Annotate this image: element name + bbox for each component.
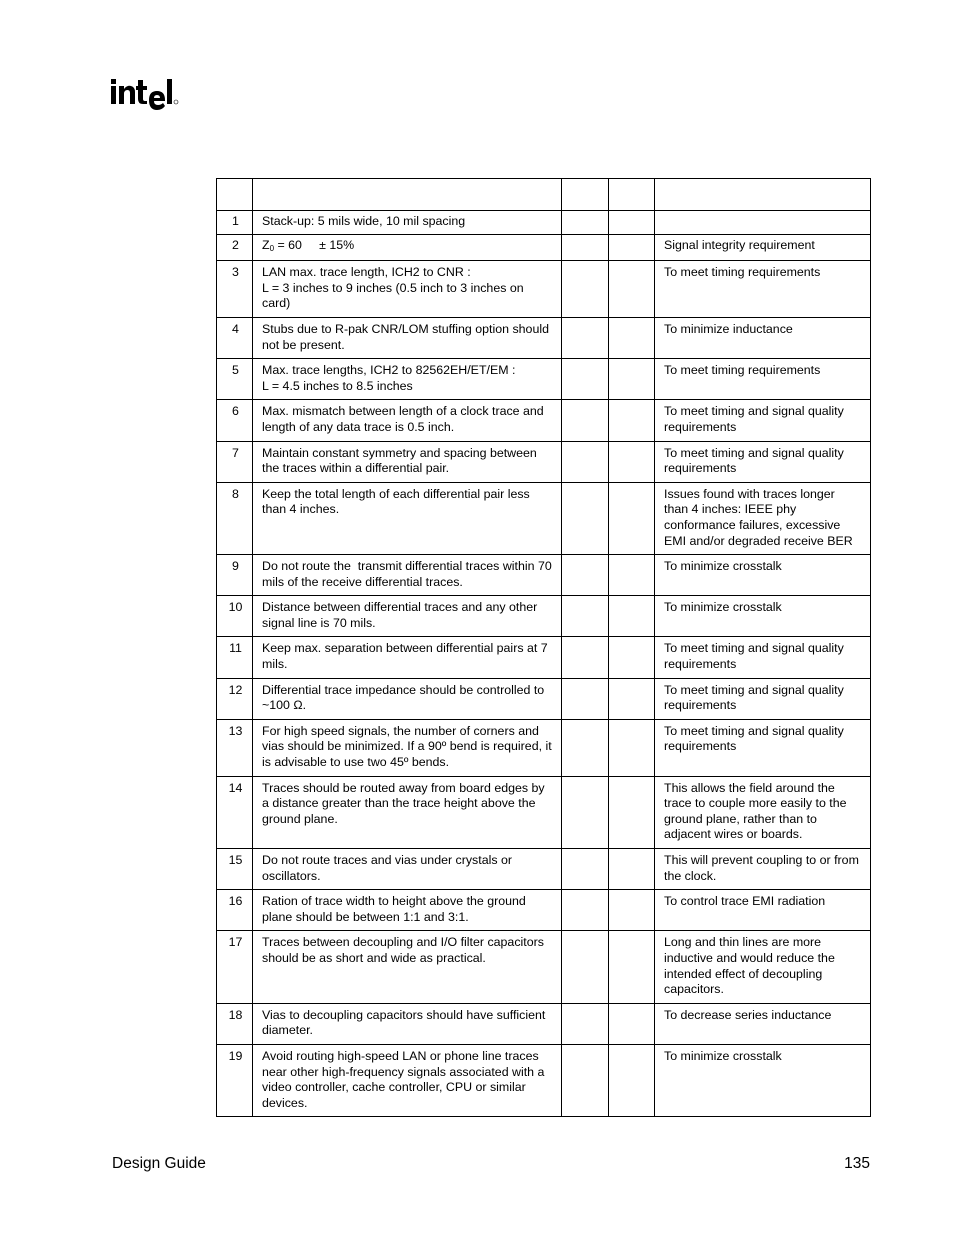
check-cell: [609, 776, 655, 848]
row-number: 15: [228, 853, 243, 867]
row-number: 5: [232, 363, 239, 378]
check-cell: [562, 1044, 609, 1116]
check-cell: [609, 441, 655, 482]
row-number: 9: [232, 559, 239, 574]
table-row: [217, 261, 871, 318]
check-cell: [562, 678, 609, 719]
header-cell: [562, 179, 609, 211]
check-cell: [562, 482, 609, 554]
comment-text: Issues found with traces longer than 4 inches: IEEE phy conformance failures, excessive EMI and/or degraded receive BER: [664, 486, 853, 548]
check-cell: [609, 400, 655, 441]
z-value: = 60 ± 15%: [274, 237, 355, 252]
comment-text: Signal integrity requirement: [664, 237, 815, 252]
table-row: [217, 1003, 871, 1044]
guideline-text: Do not route traces and vias under crystals or oscillators.: [262, 853, 512, 883]
comment-text: To meet timing and signal quality requirements: [664, 682, 844, 713]
check-cell: [562, 359, 609, 400]
check-cell: [562, 890, 609, 931]
header-cell: [253, 179, 562, 211]
row-number: 12: [228, 682, 243, 697]
guideline-text: Traces between decoupling and I/O filter capacitors should be as short and wide as practical.: [262, 935, 544, 965]
guideline-text: For high speed signals, the number of corners and vias should be minimized. If a 90º bend is required, it is advisable to use two 45º bends.: [262, 723, 552, 770]
guideline-line: L = 4.5 inches to 8.5 inches: [262, 378, 413, 393]
check-cell: [562, 931, 609, 1003]
check-cell: [609, 890, 655, 931]
row-number: 2: [232, 237, 239, 252]
guideline-text: Traces should be routed away from board edges by a distance greater than the trace height above the ground plane.: [262, 780, 545, 826]
guideline-text: [253, 235, 561, 261]
row-number: 7: [232, 445, 239, 460]
table-row: [217, 890, 871, 931]
layout-checklist-table: [216, 178, 871, 1117]
table-row: [217, 555, 871, 596]
guideline-text: [253, 261, 561, 317]
table-row: [217, 931, 871, 1003]
row-number: 14: [228, 780, 243, 795]
comment-text: To meet timing and signal quality requirements: [664, 404, 844, 434]
check-cell: [609, 555, 655, 596]
check-cell: [562, 317, 609, 358]
guideline-text: Maintain constant symmetry and spacing between the traces within a differential pair.: [262, 445, 537, 476]
guideline-line: Max. trace lengths, ICH2 to 82562EH/ET/EM :: [262, 363, 516, 378]
row-number: 6: [232, 404, 239, 419]
table-row: [217, 482, 871, 554]
check-cell: [562, 211, 609, 235]
comment-text: This will prevent coupling to or from the clock.: [664, 853, 859, 883]
comment-text: To minimize crosstalk: [664, 559, 782, 574]
check-cell: [609, 596, 655, 637]
table-row: [217, 317, 871, 358]
row-number: 3: [232, 265, 239, 280]
comment-text: [655, 211, 870, 218]
check-cell: [609, 719, 655, 776]
comment-text: To meet timing and signal quality requirements: [664, 445, 844, 476]
check-cell: [562, 637, 609, 678]
comment-text: To minimize crosstalk: [664, 1048, 782, 1063]
table-row: [217, 719, 871, 776]
table-row: [217, 441, 871, 482]
comment-text: To minimize inductance: [664, 321, 793, 336]
table-header-row: [217, 179, 871, 211]
comment-text: This allows the field around the trace to couple more easily to the ground plane, rather than to adjacent wires or boards.: [664, 780, 847, 842]
check-cell: [609, 637, 655, 678]
footer-doc-title: Design Guide: [112, 1155, 206, 1172]
table-row: [217, 1044, 871, 1116]
row-number: 1: [232, 214, 239, 228]
row-number: 11: [229, 641, 242, 656]
check-cell: [609, 1003, 655, 1044]
header-cell: [217, 179, 253, 211]
check-cell: [562, 400, 609, 441]
check-cell: [609, 211, 655, 235]
check-cell: [562, 1003, 609, 1044]
check-cell: [609, 678, 655, 719]
check-cell: [562, 441, 609, 482]
check-cell: [562, 596, 609, 637]
row-number: 13: [228, 723, 243, 738]
guideline-text: Differential trace impedance should be controlled to ~100 Ω.: [262, 682, 545, 713]
check-cell: [609, 931, 655, 1003]
guideline-text: Keep max. separation between differential pairs at 7 mils.: [262, 641, 548, 672]
check-cell: [609, 1044, 655, 1116]
check-cell: [562, 261, 609, 318]
comment-text: To meet timing requirements: [664, 265, 821, 280]
guideline-text: Max. mismatch between length of a clock trace and length of any data trace is 0.5 inch.: [262, 404, 544, 434]
row-number: 16: [228, 894, 243, 909]
guideline-text: Do not route the transmit differential traces within 70 mils of the receive differential traces.: [262, 559, 556, 589]
check-cell: [562, 234, 609, 261]
check-cell: [609, 317, 655, 358]
check-cell: [609, 849, 655, 890]
guideline-line: L = 3 inches to 9 inches (0.5 inch to 3 inches on card): [262, 280, 524, 311]
guideline-line: LAN max. trace length, ICH2 to CNR :: [262, 265, 471, 280]
check-cell: [609, 482, 655, 554]
row-number: 4: [232, 321, 239, 336]
comment-text: To decrease series inductance: [664, 1007, 832, 1022]
footer-page-number: 135: [844, 1155, 870, 1172]
intel-logo: [110, 74, 182, 114]
table-row: [217, 849, 871, 890]
header-cell: [609, 179, 655, 211]
guideline-text: Vias to decoupling capacitors should have sufficient diameter.: [262, 1007, 546, 1038]
z-subscript: 0: [269, 243, 275, 253]
guideline-text: Distance between differential traces and any other signal line is 70 mils.: [262, 600, 538, 630]
row-number: 17: [228, 935, 243, 950]
check-cell: [609, 359, 655, 400]
comment-text: To meet timing and signal quality requirements: [664, 641, 844, 672]
comment-text: To control trace EMI radiation: [664, 894, 826, 909]
table-row: [217, 637, 871, 678]
row-number: 10: [228, 600, 243, 615]
guideline-text: Stack-up: 5 mils wide, 10 mil spacing: [262, 214, 466, 228]
check-cell: [609, 261, 655, 318]
row-number: 18: [228, 1007, 243, 1022]
table-row: [217, 400, 871, 441]
table-row: [217, 359, 871, 400]
z-symbol: Z: [262, 237, 270, 252]
comment-text: To meet timing requirements: [664, 363, 821, 378]
guideline-text: Keep the total length of each differential pair less than 4 inches.: [262, 486, 530, 517]
guideline-text: [253, 359, 561, 399]
check-cell: [609, 234, 655, 261]
check-cell: [562, 555, 609, 596]
check-cell: [562, 776, 609, 848]
guideline-text: Ration of trace width to height above the ground plane should be between 1:1 and 3:1.: [262, 894, 526, 924]
table-row: [217, 678, 871, 719]
table-row: [217, 776, 871, 848]
table-row: [217, 234, 871, 261]
comment-text: To meet timing and signal quality requirements: [664, 723, 844, 754]
guideline-text: Avoid routing high-speed LAN or phone line traces near other high-frequency signals associated with a video controller, cache controller, CPU or similar devices.: [262, 1048, 545, 1110]
comment-text: To minimize crosstalk: [664, 600, 782, 615]
header-cell: [655, 179, 871, 211]
guideline-text: Stubs due to R-pak CNR/LOM stuffing option should not be present.: [262, 321, 549, 352]
check-cell: [562, 849, 609, 890]
table-row: [217, 211, 871, 235]
comment-text: Long and thin lines are more inductive and would reduce the intended effect of decoupling capacitors.: [664, 935, 835, 997]
row-number: 19: [228, 1048, 243, 1063]
check-cell: [562, 719, 609, 776]
table-row: [217, 596, 871, 637]
row-number: 8: [232, 486, 239, 501]
